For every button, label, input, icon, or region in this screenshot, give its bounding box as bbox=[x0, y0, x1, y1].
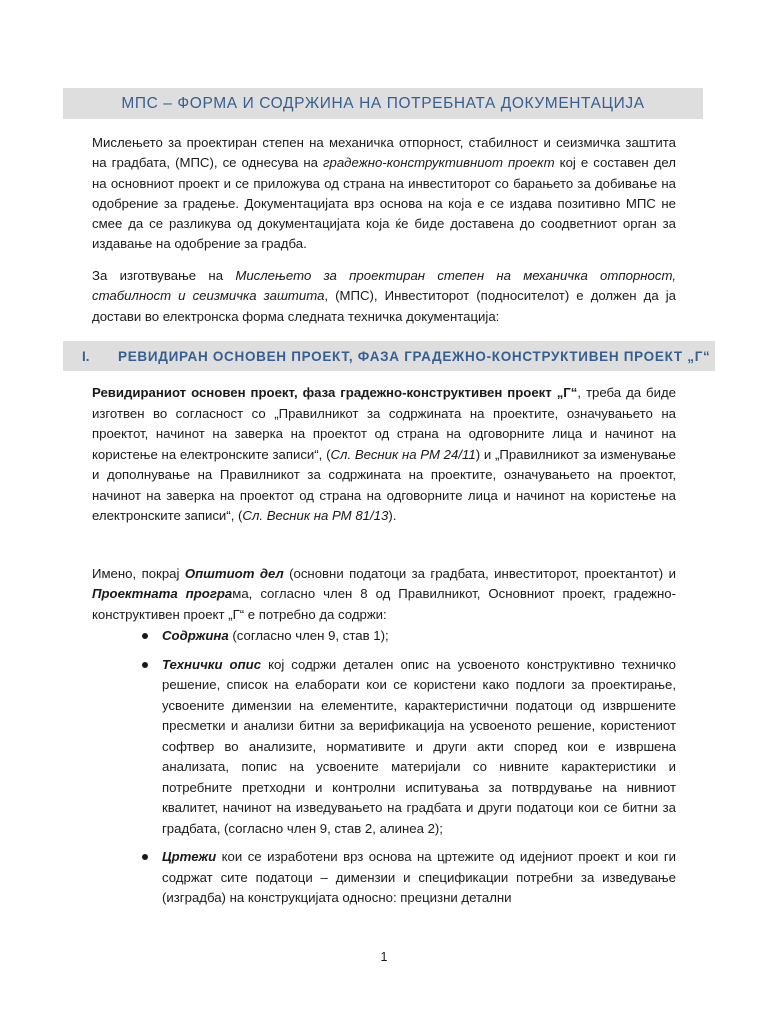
p4-text-a: Имено, покрај bbox=[92, 566, 185, 581]
bullet-icon bbox=[142, 854, 148, 860]
p2-italic: Мислењето за проектиран степен на механичка отпорност, стабилност и сеизмичка заштита bbox=[92, 268, 676, 304]
list-item-text: кој содржи детален опис на усвоеното конструктивно техничко решение, список на елаборати кои се користени како подлоги за проектирање, усвоените димензии на елементите, карактеристични податоци од извршените пресметки и анализи битни за верификација на усвоеното решение, користениот софтвер во анализите, нормативите и други акти според кои е извршена анализата, попис на усвоените материјали со нивните карактеристики и потребните претходни и контролни испитувања за потврдување на нивниот квалитет, начинот на изведувањето на градбата и други податоци кои се битни за градбата, (согласно член 9, став 2, алинеа 2); bbox=[162, 656, 676, 836]
list-item bbox=[138, 626, 676, 647]
bullet-icon bbox=[142, 662, 148, 668]
list-item-term: Цртежи bbox=[162, 849, 217, 864]
list-item bbox=[138, 655, 676, 840]
section-number: I. bbox=[82, 348, 90, 364]
p4-bold-italic-2: Проектната програ bbox=[92, 586, 233, 602]
p4-text-e: ма, согласно член 8 од Правилникот, Основниот проект, градежно-конструктивен проект „Г“ е потребно да содржи: bbox=[92, 586, 677, 622]
p2-text-c: , (МПС), Инвеститорот (подносителот) е должен да ја достави во електронска форма следната техничка документација: bbox=[92, 288, 676, 324]
list-item-text: (согласно член 9, став 1); bbox=[228, 628, 389, 643]
list-item-term: Технички опис bbox=[162, 656, 262, 672]
paragraph-intro bbox=[92, 133, 676, 255]
requirements-list bbox=[138, 626, 676, 909]
p1-text-c: кој е составен дел на основниот проект и се приложува од страна на инвеститорот со барањето за добивање на одобрение за градење. Документацијата врз основа на која е се издава позитивно МПС не смее да се разликува од документацијата која ќе биде доставена до соодветниот орган за издавање на одобрение за градба. bbox=[92, 155, 676, 252]
p1-text-a: Мислењето за проектиран степен на механичка отпорност, стабилност и сеизмичка заштита на градбата, (МПС), се однесува на bbox=[92, 135, 676, 171]
p3-italic-ref-2: Сл. Весник на РМ 81/13 bbox=[242, 508, 389, 523]
p1-italic: градежно-конструктивниот проект bbox=[323, 155, 555, 171]
p3-bold: Ревидираниот основен проект, фаза градежно-конструктивен проект „Г“ bbox=[92, 385, 578, 400]
list-item bbox=[138, 847, 676, 909]
section-heading bbox=[63, 341, 715, 371]
bullet-icon bbox=[142, 633, 148, 639]
list-item-term: Содржина bbox=[162, 628, 229, 643]
section-title: РЕВИДИРАН ОСНОВЕН ПРОЕКТ, ФАЗА ГРАДЕЖНО-КОНСТРУКТИВЕН ПРОЕКТ „Г“ bbox=[118, 348, 711, 364]
p3-text-f: ). bbox=[388, 508, 397, 523]
list-item-text: кои се изработени врз основа на цртежите од идејниот проект и кои ги содржат сите податоци – димензии и спецификации потребни за изведување (изградба) на конструкцијата односно: прецизни детални bbox=[162, 849, 676, 905]
p2-text-a: За изготвување на bbox=[92, 268, 236, 283]
p3-text-b: , треба да биде изготвен во согласност со „Правилникот за содржината на проектите, означувањето на проектот, начинот на заверка на проектот од страна на одговорните лица и начинот на користење на електронските записи“, ( bbox=[92, 385, 676, 462]
p3-text-d: ) и „Правилникот за изменување и дополнување на Правилникот за содржината на проектите, означувањето на проектот, начинот на заверка на проектот од страна на одговорните лица и начинот на користење на електронските записи“, ( bbox=[92, 446, 677, 523]
page-number: 1 bbox=[380, 950, 388, 964]
paragraph-requirements bbox=[92, 266, 676, 327]
p3-italic-ref-1: Сл. Весник на РМ 24/11 bbox=[330, 446, 476, 462]
p4-bold-italic-1: Општиот дел bbox=[184, 566, 284, 581]
p4-text-c: (основни податоци за градбата, инвеститорот, проектантот) и bbox=[283, 566, 676, 581]
document-title-bar bbox=[63, 88, 703, 119]
document-title: МПС – ФОРМА И СОДРЖИНА НА ПОТРЕБНАТА ДОКУМЕНТАЦИЈА bbox=[121, 94, 645, 112]
paragraph-revised-project bbox=[92, 383, 676, 527]
paragraph-contents bbox=[92, 564, 676, 625]
